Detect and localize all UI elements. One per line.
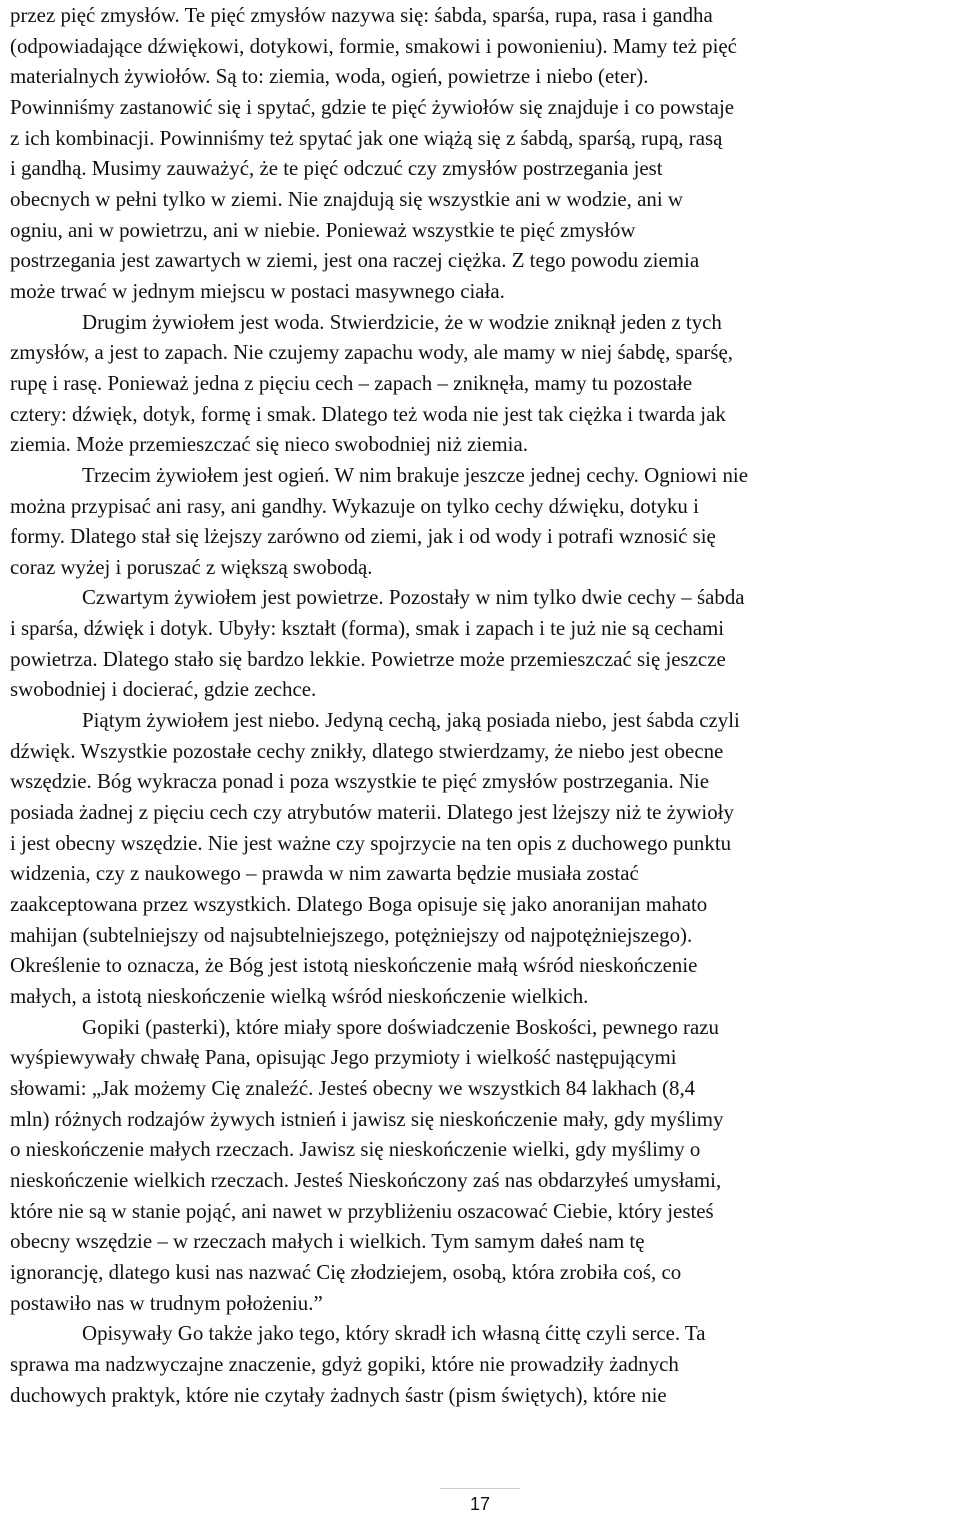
text-line: zmysłów, a jest to zapach. Nie czujemy zapachu wody, ale mamy w niej śabdę, sparśę, xyxy=(10,340,733,365)
text-line: o nieskończenie małych rzeczach. Jawisz się nieskończenie wielki, gdy myślimy o xyxy=(10,1137,701,1162)
text-line: coraz wyżej i poruszać z większą swobodą. xyxy=(10,554,373,579)
text-line: ignorancję, dlatego kusi nas nazwać Cię złodziejem, osobą, która zrobiła coś, co xyxy=(10,1259,682,1284)
text-line: mln) różnych rodzajów żywych istnień i jawisz się nieskończenie mały, gdy myślimy xyxy=(10,1106,724,1131)
text-line: postrzegania jest zawartych w ziemi, jest ona raczej ciężka. Z tego powodu ziemia xyxy=(10,248,700,273)
text-line: małych, a istotą nieskończenie wielką wśród nieskończenie wielkich. xyxy=(10,984,589,1008)
text-line: postawiło nas w trudnym położeniu.” xyxy=(10,1290,323,1315)
text-line: duchowych praktyk, które nie czytały żadnych śastr (pism świętych), które nie xyxy=(10,1382,667,1407)
text-line: słowami: „Jak możemy Cię znaleźć. Jesteś obecny we wszystkich 84 lakhach (8,4 xyxy=(10,1075,696,1100)
text-line: nieskończenie wielkich rzeczach. Jesteś Nieskończony zaś nas obdarzyłeś umysłami, xyxy=(10,1167,722,1192)
text-line: może trwać w jednym miejscu w postaci masywnego ciała. xyxy=(10,278,505,303)
page-number: 17 xyxy=(469,1494,491,1514)
text-line: z ich kombinacji. Powinniśmy też spytać jak one wiążą się z śabdą, sparśą, rupą, rasą xyxy=(10,125,723,150)
text-line: powietrza. Dlatego stało się bardzo lekkie. Powietrze może przemieszczać się jeszcze xyxy=(10,646,726,671)
text-line: obecnych w pełni tylko w ziemi. Nie znajdują się wszystkie ani w wodzie, ani w xyxy=(10,186,683,211)
text-line: cztery: dźwięk, dotyk, formę i smak. Dlatego też woda nie jest tak ciężka i twarda jak xyxy=(10,401,726,426)
text-line: materialnych żywiołów. Są to: ziemia, woda, ogień, powietrze i niebo (eter). xyxy=(10,64,649,89)
text-line: Trzecim żywiołem jest ogień. W nim brakuje jeszcze jednej cechy. Ogniowi nie xyxy=(82,462,748,487)
text-line: sprawa ma nadzwyczajne znaczenie, gdyż gopiki, które nie prowadziły żadnych xyxy=(10,1351,679,1376)
text-line: posiada żadnej z pięciu cech czy atrybutów materii. Dlatego jest lżejszy niż te żywioły xyxy=(10,800,734,825)
text-line: dźwięk. Wszystkie pozostałe cechy znikły, dlatego stwierdzamy, że niebo jest obecne xyxy=(10,738,724,763)
document-page xyxy=(10,0,940,1410)
text-line: i sparśa, dźwięk i dotyk. Ubyły: kształt (forma), smak i zapach i te już nie są cechami xyxy=(10,616,725,641)
text-line: (odpowiadające dźwiękowi, dotykowi, formie, smakowi i powonieniu). Mamy też pięć xyxy=(10,33,737,58)
text-line: Gopiki (pasterki), które miały spore doświadczenie Boskości, pewnego razu xyxy=(82,1014,719,1039)
text-line: widzenia, czy z naukowego – prawda w nim zawarta będzie musiała zostać xyxy=(10,861,639,886)
text-line: można przypisać ani rasy, ani gandhy. Wykazuje on tylko cechy dźwięku, dotyku i xyxy=(10,493,699,518)
text-line: formy. Dlatego stał się lżejszy zarówno od ziemi, jak i od wody i potrafi wznosić się xyxy=(10,524,716,549)
text-line: i jest obecny wszędzie. Nie jest ważne czy spojrzycie na ten opis z duchowego punktu xyxy=(10,830,732,855)
text-line: mahijan (subtelniejszy od najsubtelniejszego, potężniejszy od najpotężniejszego). xyxy=(10,922,693,947)
text-line: wszędzie. Bóg wykracza ponad i poza wszystkie te pięć zmysłów postrzegania. Nie xyxy=(10,769,710,794)
text-line: Opisywały Go także jako tego, który skradł ich własną ćittę czyli serce. Ta xyxy=(82,1321,706,1346)
text-line: swobodniej i docierać, gdzie zechce. xyxy=(10,677,317,702)
footer-divider xyxy=(440,1488,520,1489)
text-line: i gandhą. Musimy zauważyć, że te pięć odczuć czy zmysłów postrzegania jest xyxy=(10,156,663,181)
text-line: zaakceptowana przez wszystkich. Dlatego Boga opisuje się jako anoranijan mahato xyxy=(10,892,708,917)
text-line: które nie są w stanie pojąć, ani nawet w przybliżeniu oszacować Ciebie, który jesteś xyxy=(10,1198,714,1223)
text-line: wyśpiewywały chwałę Pana, opisując Jego przymioty i wielkość następującymi xyxy=(10,1045,677,1070)
text-line: rupę i rasę. Ponieważ jedna z pięciu cech – zapach – zniknęła, mamy tu pozostałe xyxy=(10,370,693,395)
text-line: Piątym żywiołem jest niebo. Jedyną cechą, jaką posiada niebo, jest śabda czyli xyxy=(82,708,740,733)
document-body xyxy=(10,0,940,1410)
text-line: ogniu, ani w powietrzu, ani w niebie. Ponieważ wszystkie te pięć zmysłów xyxy=(10,217,636,242)
text-line: obecny wszędzie – w rzeczach małych i wielkich. Tym samym dałeś nam tę xyxy=(10,1229,645,1254)
text-line: przez pięć zmysłów. Te pięć zmysłów nazywa się: śabda, sparśa, rupa, rasa i gandha xyxy=(10,3,713,27)
text-line: ziemia. Może przemieszczać się nieco swobodniej niż ziemia. xyxy=(10,432,528,457)
text-line: Czwartym żywiołem jest powietrze. Pozostały w nim tylko dwie cechy – śabda xyxy=(82,585,745,610)
text-line: Określenie to oznacza, że Bóg jest istotą nieskończenie małą wśród nieskończenie xyxy=(10,953,698,978)
text-line: Drugim żywiołem jest woda. Stwierdzicie, że w wodzie zniknął jeden z tych xyxy=(82,309,722,334)
text-line: Powinniśmy zastanowić się i spytać, gdzie te pięć żywiołów się znajduje i co powstaje xyxy=(10,94,735,119)
